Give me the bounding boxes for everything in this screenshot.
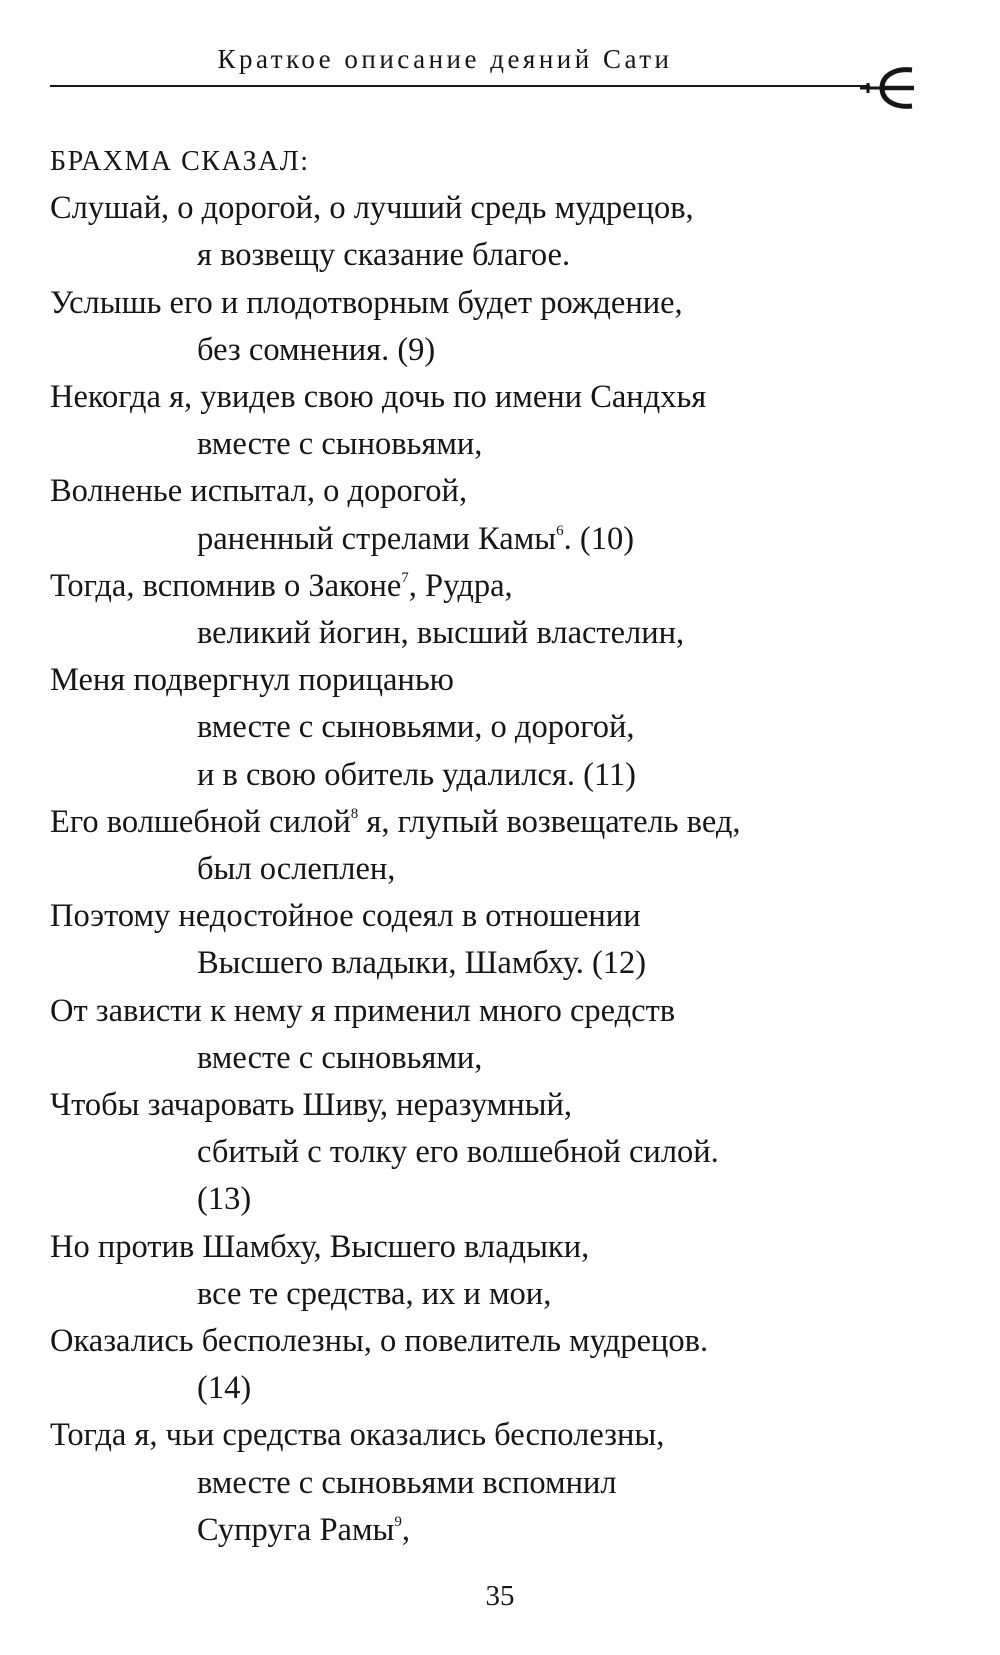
footnote-marker: 9 [394,1513,402,1530]
footnote-marker: 6 [556,522,564,539]
verse-line-text-cont: я, глупый возвещатель вед, [358,803,741,840]
verse-line-text: Чтобы зачаровать Шиву, неразумный, [50,1087,572,1124]
verse-line-text: Тогда я, чьи средства оказались бесполезны, [50,1417,665,1454]
verse-line [50,988,950,1035]
verse-line-text: Высшего владыки, Шамбху. (12) [197,945,647,982]
verse-line [50,327,950,374]
verse-line-text: вместе с сыновьями, [197,426,483,463]
verse-line [50,1318,950,1365]
verse-line-text: Супруга Рамы [197,1511,395,1548]
verse-line [50,704,950,751]
verse-line [50,1365,950,1412]
verse-line-text: я возвещу сказание благое. [197,237,571,274]
page-number: 35 [485,1580,515,1612]
verse-line-text: Меня подвергнул порицанью [50,662,454,699]
footnote-marker: 8 [350,805,359,822]
verse-line [50,1082,950,1129]
header-rule [50,85,870,87]
verse-line-text: раненный стрелами Камы [197,520,557,557]
verse-line [50,893,950,940]
verse-line [50,516,950,563]
verse-line [50,563,950,610]
verse-line-text: От зависти к нему я применил много средств [50,992,676,1029]
verse-line-text: Некогда я, увидев свою дочь по имени Сандхья [50,379,707,416]
verse-line-text: и в свою обитель удалился. (11) [197,756,637,793]
verse-line [50,1129,950,1176]
verse-line [50,468,950,515]
verse-line [50,1224,950,1271]
verse-line-text: без сомнения. (9) [197,331,436,368]
verse-line-text-cont: , [401,1511,410,1548]
verse-line [50,940,950,987]
verse-line-text-cont: . (10) [563,520,635,557]
verse-line-text: Его волшебной силой [50,803,351,840]
footnote-marker: 7 [401,569,409,586]
verse-line [50,421,950,468]
verse-line-text: великий йогин, высший властелин, [197,615,685,652]
verse-line [50,232,950,279]
verse-line-text: сбитый с толку его волшебной силой. [197,1134,719,1171]
verse-line-text: все те средства, их и мои, [197,1275,552,1312]
verse-line-text: Волненье испытал, о дорогой, [50,473,468,510]
verse-line [50,752,950,799]
verse-line [50,1271,950,1318]
verse-line [50,185,950,232]
running-head: Краткое описание деяний Сати [217,44,673,74]
verse-line-text: Услышь его и плодотворным будет рождение, [50,284,683,321]
verse-line-text: вместе с сыновьями, о дорогой, [197,709,635,746]
verse-text [50,138,950,1554]
verse-line [50,1176,950,1223]
verse-line-text: (13) [197,1181,252,1218]
verse-line-text: (14) [197,1370,252,1407]
speaker-heading: БРАХМА СКАЗАЛ: [50,146,310,177]
trident-icon [860,64,916,110]
verse-line [50,1460,950,1507]
verse-line [50,1507,950,1554]
verse-line-text: был ослеплен, [197,851,396,888]
verse-line-text: вместе с сыновьями вспомнил [197,1464,617,1501]
verse-line-text: Поэтому недостойное содеял в отношении [50,898,641,935]
verse-line [50,280,950,327]
verse-line-text: Тогда, вспомнив о Законе [50,567,402,604]
verse-line [50,846,950,893]
verse-line-text: Оказались бесполезны, о повелитель мудрецов. [50,1323,709,1360]
verse-line-text-cont: , Рудра, [408,567,513,604]
verse-line [50,799,950,846]
verse-line-text: вместе с сыновьями, [197,1039,483,1076]
verse-line [50,1035,950,1082]
verse-line [50,610,950,657]
verse-line-text: Но против Шамбху, Высшего владыки, [50,1228,590,1265]
verse-line-text: Слушай, о дорогой, о лучший средь мудрецов, [50,190,694,227]
verse-line [50,657,950,704]
verse-line [50,1412,950,1459]
verse-line [50,374,950,421]
